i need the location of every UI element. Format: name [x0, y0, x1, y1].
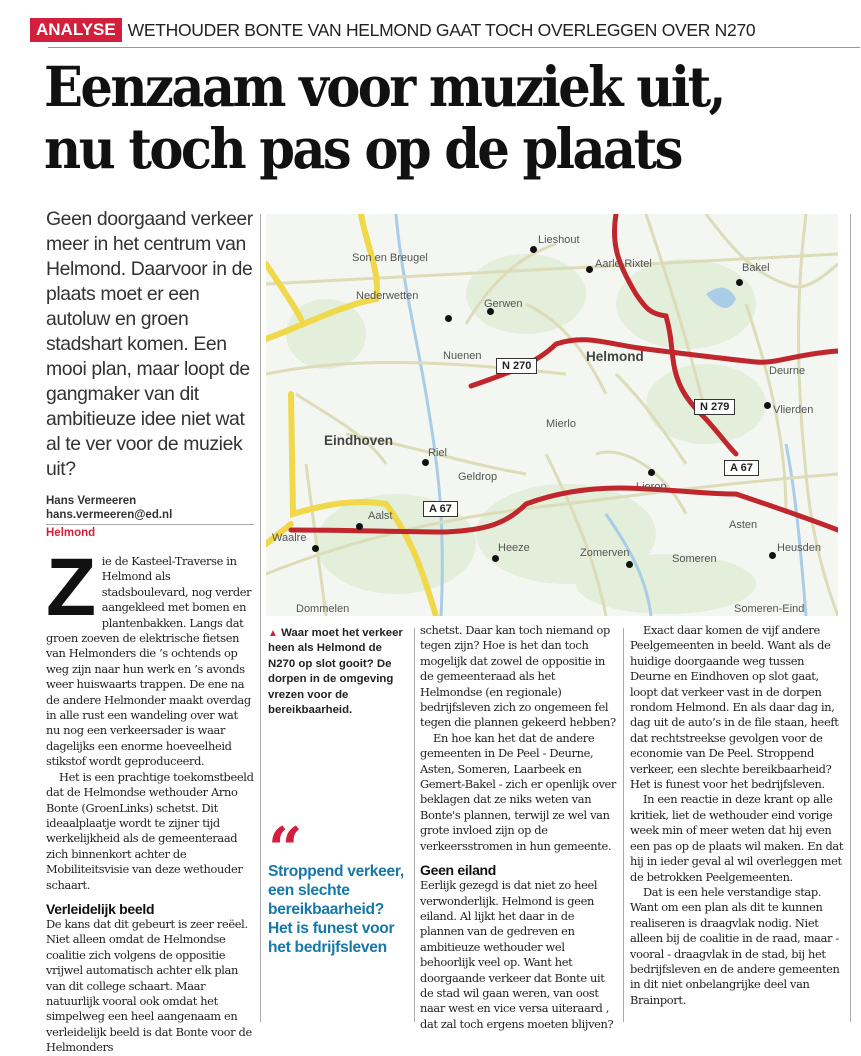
- map-label-someren: Someren: [672, 553, 717, 565]
- town-marker: [626, 561, 633, 568]
- town-marker: [764, 402, 771, 409]
- article-column-2: [420, 623, 618, 1032]
- kicker: [30, 18, 755, 42]
- map-label-nuenen: Nuenen: [443, 350, 482, 362]
- road-shield-a67-east: A 67: [724, 460, 759, 476]
- map-label-gerwen: Gerwen: [484, 298, 523, 310]
- map-caption: [268, 626, 408, 718]
- article-column-1: [46, 542, 254, 1056]
- map-label-deurne: Deurne: [769, 365, 806, 377]
- town-marker: [648, 469, 655, 476]
- dateline-location: Helmond: [46, 527, 96, 539]
- town-marker: [492, 555, 499, 562]
- column-divider: [414, 628, 415, 1022]
- town-marker: [530, 246, 537, 253]
- town-marker: [586, 266, 593, 273]
- map-label-lieshout: Lieshout: [538, 234, 580, 246]
- subheading: Verleidelijk beeld: [46, 900, 155, 917]
- article-paragraph: De kans dat dit gebeurt is zeer reëel. Niet alleen omdat de Helmondse coalitie zich volgens de oppositie vrijwel automatisch achter elk plan van dit college schaart. Maar natuurlijk vooral ook omdat het simpelweg een heel aangenaam en verleidelijk beeld is dat Bonte voor de Helmonders: [46, 916, 252, 1055]
- caption-text: Waar moet het verkeer heen als Helmond de N270 op slot gooit? De dorpen in de omgeving vrezen voor de bereikbaarheid.: [268, 627, 403, 717]
- article-paragraph: Het is een prachtige toekomstbeeld dat de Helmondse wethouder Arno Bonte (GroenLinks) schetst. Dit ideaalplaatje wordt te zijner tijd werkelijkheid als de gemeenteraad zich binnenkort achter de Mobiliteitsvisie van deze wethouder schaart.: [46, 769, 254, 892]
- map-label-helmond: Helmond: [586, 349, 644, 364]
- map-label-eindhoven: Eindhoven: [324, 433, 394, 448]
- byline: [46, 494, 254, 540]
- town-marker: [422, 459, 429, 466]
- map-label-aalst: Aalst: [368, 510, 393, 522]
- headline-line-2: nu toch pas op de plaats: [44, 116, 681, 181]
- intro-lead: Geen doorgaand verkeer meer in het centrum van Helmond. Daarvoor in de plaats moet er een autoluw en groen stadshart komen. Een mooi plan, maar loopt de gangmaker van dit ambitieuze idee niet wat al te ver voor de muziek uit?: [46, 208, 253, 480]
- map-label-waalre: Waalre: [272, 532, 307, 544]
- article-paragraph: En hoe kan het dat de andere gemeenten in De Peel - Deurne, Asten, Someren, Laarbeek en Gemert-Bakel - zich er openlijk over beklagen dat ze niks weten van Bonte's plannen, terwijl ze wel van grote invloed zijn op de verkeersstromen in hun gemeente.: [420, 730, 617, 853]
- quote-mark-icon: “: [268, 815, 303, 885]
- caption-triangle-icon: ▲: [268, 628, 278, 639]
- article-paragraph: Dat is een hele verstandige stap. Want om een plan als dit te kunnen realiseren is draagvlak nodig. Niet alleen bij de coalitie in de raad, maar - vooral - draagvlak in de stad, bij het bedrijfsleven en de andere gemeenten in dit niet onbelangrijke deel van Brainport.: [630, 884, 840, 1007]
- author-name: Hans Vermeeren: [46, 495, 137, 507]
- map-label-son-en-breugel: Son en Breugel: [352, 252, 428, 264]
- road-shield-n279: N 279: [694, 399, 735, 415]
- town-marker: [769, 552, 776, 559]
- town-marker: [312, 545, 319, 552]
- paragraph-text: ie de Kasteel-Traverse in Helmond als stadsboulevard, nog verder aangekleed met bomen en plantenbakken. Langs dat groen zoeven de elektrische fietsen van Helmonders die ’s ochtends op weg zijn naar hun werk en ’s avonds weer huiswaarts trappen. De ene na de andere Helmonder maakt overdag in alle rust een wandeling over wat nu nog een verkeersader is waar dagelijks een enorme hoeveelheid stikstof wordt geproduceerd.: [46, 554, 252, 769]
- map-label-someren-eind: Someren-Eind: [734, 603, 805, 615]
- byline-divider: [46, 524, 254, 525]
- subheading: Geen eiland: [420, 862, 497, 879]
- map-label-geldrop: Geldrop: [458, 471, 498, 483]
- article-paragraph: [46, 542, 254, 770]
- map-label-bakel: Bakel: [742, 262, 770, 274]
- town-marker: [736, 279, 743, 286]
- article-column-3: [630, 623, 846, 1008]
- column-divider: [260, 214, 261, 1022]
- map-label-heusden: Heusden: [777, 542, 822, 554]
- map-label-vlierden: Vlierden: [773, 404, 814, 416]
- headline: [44, 56, 797, 180]
- map-graphic: [266, 214, 838, 616]
- section-tag: ANALYSE: [30, 18, 122, 42]
- map-label-zomerven: Zomerven: [580, 547, 630, 559]
- map-label-heeze: Heeze: [498, 542, 530, 554]
- column-divider: [623, 628, 624, 1022]
- headline-line-1: Eenzaam voor muziek uit,: [44, 54, 724, 119]
- article-paragraph: Exact daar komen de vijf andere Peelgemeenten in beeld. Want als de huidige doorgaande weg tussen Deurne en Eindhoven op slot gaat, loopt dat verkeer vast in de dorpen rondom Helmond. En als daar dag in, dag uit de auto’s in de file staan, heeft dat rechtstreekse gevolgen voor de economie van De Peel. Stroppend verkeer, een slechte bereikbaarheid? Het is funest voor het bedrijfsleven.: [630, 623, 839, 792]
- map-label-lierop: Lierop: [636, 481, 667, 493]
- map-label-riel: Riel: [428, 447, 447, 459]
- map-label-mierlo: Mierlo: [546, 418, 576, 430]
- pull-quote: Stroppend verkeer, een slechte bereikbaarheid? Het is funest voor het bedrijfsleven: [268, 863, 404, 956]
- town-marker: [356, 523, 363, 530]
- kicker-text: WETHOUDER BONTE VAN HELMOND GAAT TOCH OVERLEGGEN OVER N270: [127, 19, 756, 40]
- kicker-divider: [48, 47, 860, 48]
- town-marker: [445, 315, 452, 322]
- article-paragraph: In een reactie in deze krant op alle kritiek, liet de wethouder eind vorige week min of meer weten dat hij even een pas op de plaats wil maken. En dat hij in ieder geval al wil overleggen met de betrokken Peelgemeenten.: [630, 792, 844, 884]
- region-map: [266, 214, 838, 616]
- map-label-dommelen: Dommelen: [296, 603, 350, 615]
- column-divider: [850, 214, 851, 1022]
- article-paragraph: Eerlijk gezegd is dat niet zo heel verwonderlijk. Helmond is geen eiland. Al lijkt het daar in de plannen van de gedreven en ambitieuze wethouder wel behoorlijk veel op. Want het doorgaande verkeer dat Bonte uit de stad wil gaan weren, van oost naar west en vice versa uiteraard , dat zal toch ergens moeten blijven?: [420, 878, 614, 1031]
- road-shield-n270: N 270: [496, 358, 537, 374]
- map-label-aarle-rixtel: Aarle-Rixtel: [595, 258, 652, 270]
- road-shield-a67-west: A 67: [423, 501, 458, 517]
- map-label-asten: Asten: [729, 519, 758, 531]
- article-paragraph: schetst. Daar kan toch niemand op tegen zijn? Hoe is het dan toch mogelijk dat zowel de oppositie in de gemeenteraad als het Helmondse (en regionale) bedrijfsleven zich zo ongemeen fel tegen die plannen gekeerd hebben?: [420, 623, 616, 730]
- map-label-nederwetten: Nederwetten: [356, 290, 419, 302]
- drop-cap: Z: [46, 542, 96, 633]
- author-email[interactable]: hans.vermeeren@ed.nl: [46, 509, 173, 521]
